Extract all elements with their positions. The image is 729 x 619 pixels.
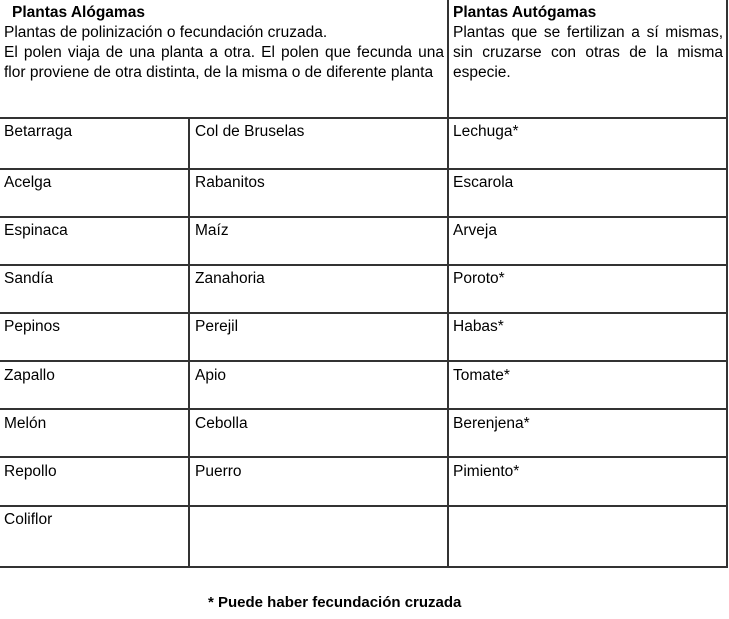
table-cell: Betarraga — [4, 123, 73, 140]
alogamas-header — [4, 3, 444, 83]
row-divider — [0, 216, 728, 218]
alogamas-description-2: El polen viaja de una planta a otra. El polen que fecunda una flor proviene de otra distinta, de la misma o de diferente planta — [4, 44, 444, 81]
table-cell: Maíz — [195, 222, 229, 239]
table-cell: Coliflor — [4, 511, 53, 528]
table-cell: Perejil — [195, 318, 239, 335]
table-cell: Rabanitos — [195, 174, 265, 191]
table-cell: Melón — [4, 415, 47, 432]
table-cell: Apio — [195, 367, 227, 384]
divider-col1 — [188, 117, 190, 568]
autogamas-header — [453, 3, 723, 83]
autogamas-description: Plantas que se fertilizan a sí mismas, sin cruzarse con otras de la misma especie. — [453, 24, 723, 81]
row-divider — [0, 360, 728, 362]
row-divider — [0, 264, 728, 266]
table-cell: Pepinos — [4, 318, 61, 335]
table-cell: Repollo — [4, 463, 57, 480]
table-cell: Sandía — [4, 270, 54, 287]
row-divider — [0, 505, 728, 507]
table-cell: Puerro — [195, 463, 242, 480]
alogamas-title: Plantas Alógamas — [12, 4, 145, 21]
row-divider — [0, 168, 728, 170]
row-divider — [0, 312, 728, 314]
table-cell: Col de Bruselas — [195, 123, 305, 140]
divider-main — [447, 0, 449, 568]
row-divider — [0, 566, 728, 568]
row-divider — [0, 408, 728, 410]
table-cell: Berenjena* — [453, 415, 530, 432]
alogamas-description-1: Plantas de polinización o fecundación cruzada. — [4, 24, 328, 41]
table-cell: Acelga — [4, 174, 52, 191]
table-cell: Tomate* — [453, 367, 510, 384]
table-cell: Pimiento* — [453, 463, 520, 480]
table-cell: Espinaca — [4, 222, 68, 239]
table-cell: Habas* — [453, 318, 504, 335]
table-cell: Poroto* — [453, 270, 505, 287]
row-divider — [0, 456, 728, 458]
row-divider — [0, 117, 728, 119]
table-cell: Cebolla — [195, 415, 248, 432]
divider-right — [726, 0, 728, 568]
footnote: * Puede haber fecundación cruzada — [208, 594, 462, 611]
autogamas-title: Plantas Autógamas — [453, 4, 597, 21]
table-cell: Arveja — [453, 222, 497, 239]
table-cell: Zapallo — [4, 367, 55, 384]
table-cell: Escarola — [453, 174, 514, 191]
table-cell: Zanahoria — [195, 270, 265, 287]
table-cell: Lechuga* — [453, 123, 519, 140]
